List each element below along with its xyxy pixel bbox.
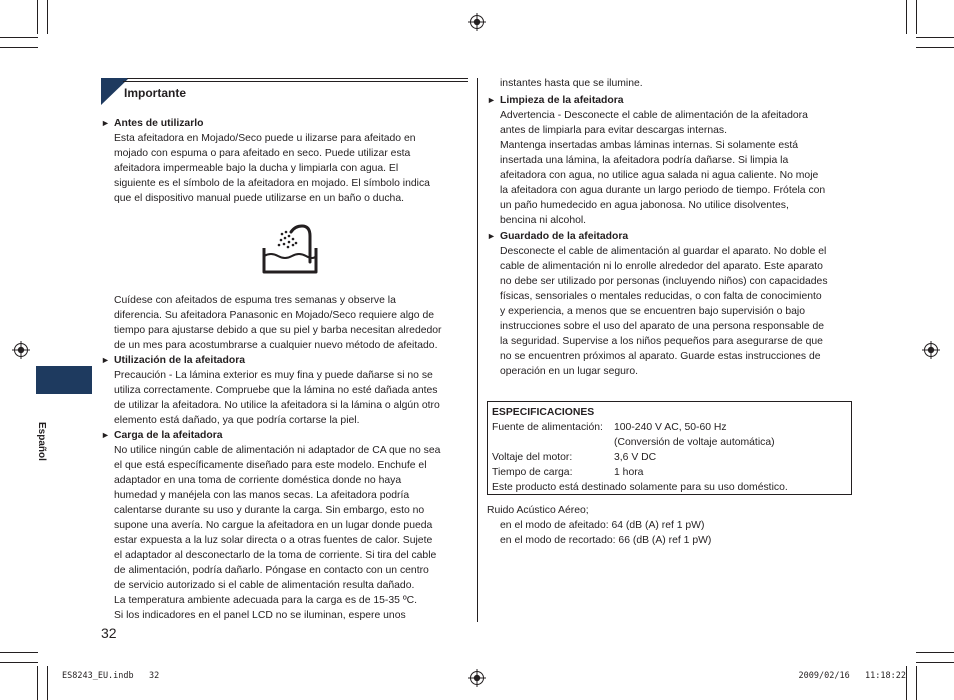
block-text: Precaución - La lámina exterior es muy fina y puede dañarse si no se utiliza correctamente. Compruebe que la lámina no esté dañada antes de utilizar la afeitadora. No utilice la afeitadora si la lámina o algún otro elemento está dañado, ya que podría cortarse la piel. (114, 370, 440, 426)
antes-block (101, 116, 473, 206)
registration-mark-icon (12, 341, 30, 359)
block-text: Esta afeitadora en Mojado/Seco puede u ilizarse para afeitado en mojado con espuma o para afeitado en seco. Puede utilizar esta afeitadora impermeable bajo la ducha y limpiarla con agua. El siguiente es el símbolo de la afeitadora en mojado. El símbolo indica que el dispositivo manual puede utilizarse en un baño o ducha. (114, 133, 430, 204)
block-text: No utilice ningún cable de alimentación ni adaptador de CA que no sea el que está específicamente diseñado para este modelo. Enchufe el adaptador en una toma de corriente doméstica donde no haya humedad y manéjela con las manos secas. La afeitadora podría calentarse durante su uso y durante la carga. Sin embargo, esto no supone una avería. No cargue la afeitadora en un lugar donde pueda estar expuesta a la luz solar directa o a otras fuentes de calor. Sujete el adaptador al desconectarlo de la toma de corriente. Si tira del cable de alimentación, podría dañarlo. Póngase en contacto con un centro de servicio autorizado si el cable de alimentación resulta dañado. La temperatura ambiente adecuada para la carga es de 15-35 ºC. Si los indicadores en el panel LCD no se iluminan, espere unos (114, 445, 441, 621)
limpieza-block (487, 93, 857, 228)
crop-mark (916, 662, 954, 663)
crop-mark (906, 0, 907, 34)
spec-label: Voltaje del motor: (492, 452, 573, 463)
guardado-block (487, 229, 857, 379)
spec-label (492, 435, 614, 450)
arrow-icon: ► (487, 95, 496, 105)
block-text: Cuídese con afeitados de espuma tres semanas y observe la diferencia. Su afeitadora Panasonic en Mojado/Seco requiere algo de tiempo para ajustarse debido a que su piel y barba necesitan alrededor de un mes para acostumbrarse a cualquier nuevo método de afeitado. (114, 295, 442, 351)
section-header (101, 78, 468, 105)
arrow-icon: ► (101, 118, 110, 128)
crop-mark (0, 662, 38, 663)
care-block (101, 293, 473, 353)
noise-line: en el modo de afeitado: 64 (dB (A) ref 1 pW) (500, 520, 705, 531)
spec-row (492, 465, 851, 480)
uso-block (101, 353, 473, 428)
page-number: 32 (101, 625, 117, 641)
noise-line: en el modo de recortado: 66 (dB (A) ref 1 pW) (500, 535, 712, 546)
spec-value: 3,6 V DC (614, 452, 657, 463)
crop-mark (47, 0, 48, 34)
block-heading: Carga de la afeitadora (114, 430, 223, 441)
spec-label: Tiempo de carga: (492, 467, 573, 478)
crop-mark (906, 666, 907, 700)
arrow-icon: ► (101, 430, 110, 440)
block-heading: Antes de utilizarlo (114, 118, 204, 129)
spec-note: Este producto está destinado solamente para su uso doméstico. (492, 482, 788, 493)
spec-row (492, 450, 851, 465)
column-divider (477, 78, 478, 622)
arrow-icon: ► (101, 355, 110, 365)
footer-timestamp: 2009/02/16 11:18:22 (798, 671, 906, 681)
language-tab (36, 366, 92, 394)
right-column (487, 76, 857, 379)
spec-value: 1 hora (614, 467, 644, 478)
crop-mark (37, 0, 38, 34)
spec-value: (Conversión de voltaje automática) (614, 437, 775, 448)
left-column (101, 116, 473, 623)
continuation-text: instantes hasta que se ilumine. (500, 78, 643, 89)
block-heading: Limpieza de la afeitadora (500, 95, 624, 106)
carga-block (101, 428, 473, 623)
spec-label: Fuente de alimentación: (492, 422, 603, 433)
crop-mark (916, 47, 954, 48)
crop-mark (0, 47, 38, 48)
specifications-title: ESPECIFICACIONES (492, 407, 595, 418)
crop-mark (916, 0, 917, 34)
spec-value: 100-240 V AC, 50-60 Hz (614, 422, 727, 433)
crop-mark (47, 666, 48, 700)
block-heading: Guardado de la afeitadora (500, 231, 629, 242)
bath-shower-icon (260, 222, 322, 276)
language-tab-label: Español (36, 422, 47, 461)
block-text: Advertencia - Desconecte el cable de alimentación de la afeitadora antes de limpiarla para evitar descargas internas. Mantenga insertadas ambas láminas internas. Si solamente está insertada una lámina, la afeitadora podría dañarse. Si limpia la afeitadora con agua, no utilice agua salada ni agua caliente. No moje la afeitadora con agua durante un largo periodo de tiempo. Frótela con un paño humedecido en agua jabonosa. No utilice disolventes, bencina ni alcohol. (500, 110, 826, 226)
crop-mark (916, 652, 954, 653)
crop-mark (37, 666, 38, 700)
registration-mark-icon (922, 341, 940, 359)
noise-block (487, 503, 852, 548)
block-text: Desconecte el cable de alimentación al guardar el aparato. No doble el cable de alimentación ni lo enrolle alrededor del aparato. Este aparato no debe ser utilizado por personas (incluyendo niños) con capacidades físicas, sensoriales o mentales reducidas, o con falta de conocimiento y experiencia, a menos que se encuentren bajo supervisión o bajo instrucciones sobre el uso del aparato de una persona responsable de la seguridad. Supervise a los niños pequeños para asegurarse de que no se encuentren próximos al aparato. Guarde estas instrucciones de operación en un lugar seguro. (500, 246, 828, 377)
spec-row (492, 435, 851, 450)
registration-mark-icon (468, 669, 486, 687)
arrow-icon: ► (487, 231, 496, 241)
specifications-box (487, 401, 852, 495)
crop-mark (0, 37, 38, 38)
block-heading: Utilización de la afeitadora (114, 355, 246, 366)
crop-mark (0, 652, 38, 653)
footer-file: ES8243_EU.indb 32 (62, 671, 160, 681)
section-title: Importante (124, 86, 187, 100)
noise-title: Ruido Acústico Aéreo; (487, 505, 589, 516)
spec-row (492, 420, 851, 435)
crop-mark (916, 37, 954, 38)
registration-mark-icon (468, 13, 486, 31)
crop-mark (916, 666, 917, 700)
